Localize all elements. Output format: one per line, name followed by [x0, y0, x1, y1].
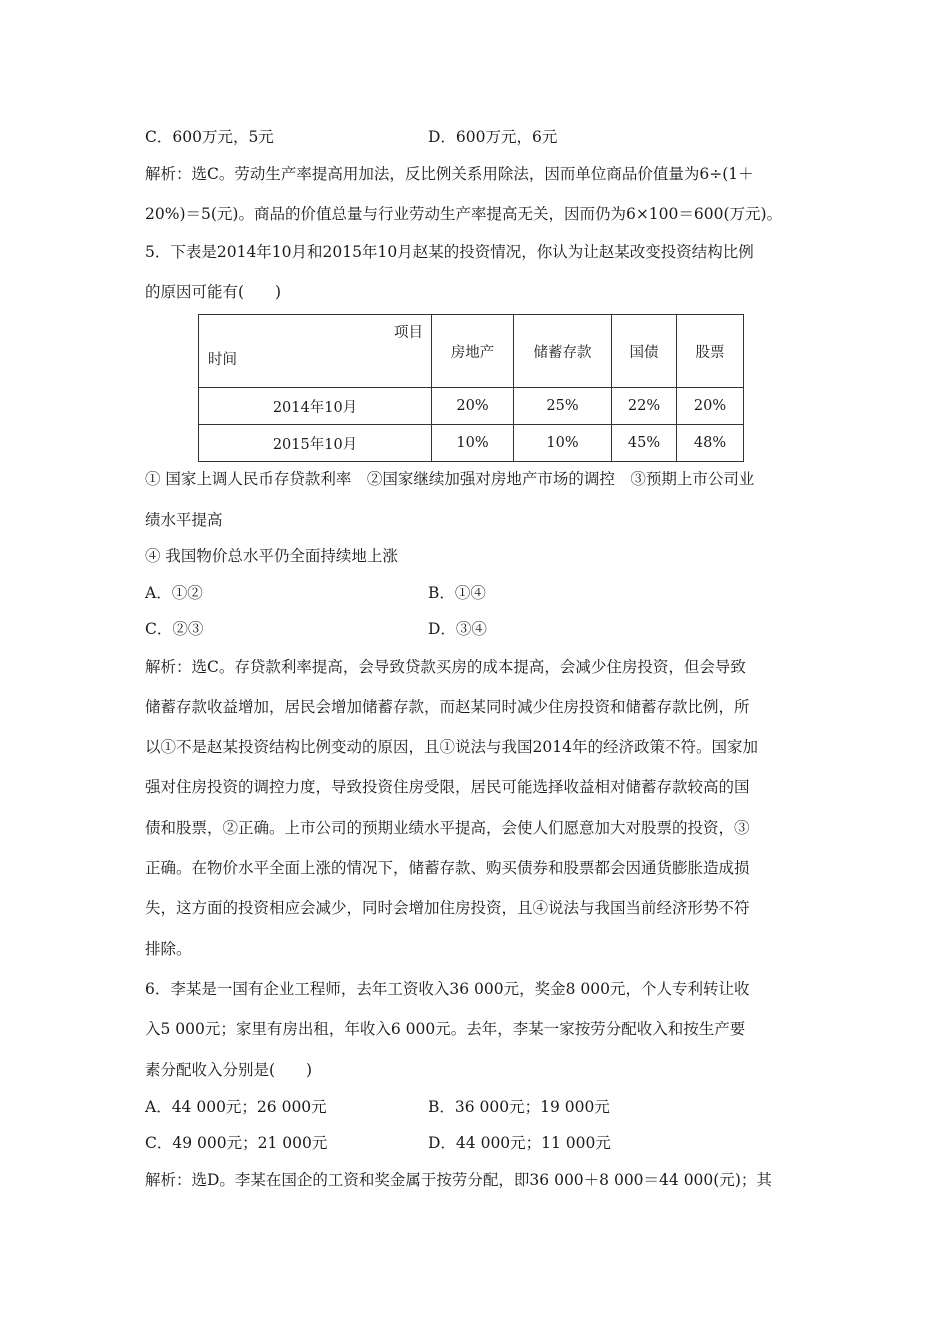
q5-analysis-line: 失，这方面的投资相应会减少，同时会增加住房投资，且④说法与我国当前经济形势不符 — [145, 899, 750, 917]
corner-label-time: 时间 — [208, 352, 237, 368]
cell-stocks: 48% — [677, 425, 744, 462]
cell-real-estate: 10% — [432, 425, 514, 462]
table-row — [199, 388, 744, 425]
q6-option-d: D．44 000元；11 000元 — [428, 1134, 611, 1152]
investment-table — [198, 314, 744, 462]
q4-option-c: C．600万元，5元 — [145, 128, 274, 146]
q5-stem-line-2: 的原因可能有( ) — [145, 283, 282, 301]
q5-item-4: ④ 我国物价总水平仍全面持续地上涨 — [145, 547, 398, 565]
q6-stem-line: 素分配收入分别是( ) — [145, 1061, 313, 1079]
header-stocks: 股票 — [677, 315, 744, 388]
q4-analysis-line-2: 20%)＝5(元)。商品的价值总量与行业劳动生产率提高无关，因而仍为6×100＝600(万元)。 — [145, 205, 783, 223]
q5-option-c: C．②③ — [145, 620, 204, 638]
table-row — [199, 425, 744, 462]
q6-analysis-line: 解析：选D。李某在国企的工资和奖金属于按劳分配，即36 000＋8 000＝44 000(元)；其 — [145, 1171, 772, 1189]
cell-stocks: 20% — [677, 388, 744, 425]
cell-savings: 10% — [514, 425, 612, 462]
cell-real-estate: 20% — [432, 388, 514, 425]
q5-option-d: D．③④ — [428, 620, 487, 638]
q5-item-3-cont: 绩水平提高 — [145, 511, 223, 529]
q5-item-1-3: ① 国家上调人民币存贷款利率 ②国家继续加强对房地产市场的调控 ③预期上市公司业 — [145, 470, 755, 488]
header-real-estate: 房地产 — [432, 315, 514, 388]
q5-analysis-line: 以①不是赵某投资结构比例变动的原因，且①说法与我国2014年的经济政策不符。国家加 — [145, 738, 758, 756]
q5-option-a: A．①② — [145, 584, 203, 602]
q6-stem-line: 6．李某是一国有企业工程师，去年工资收入36 000元，奖金8 000元，个人专利转让收 — [145, 980, 750, 998]
q5-analysis-line: 解析：选C。存贷款利率提高，会导致贷款买房的成本提高，会减少住房投资，但会导致 — [145, 658, 746, 676]
cell-bonds: 22% — [612, 388, 677, 425]
row-label: 2014年10月 — [199, 388, 432, 425]
table-corner-cell — [199, 315, 432, 388]
q6-option-a: A．44 000元；26 000元 — [145, 1098, 327, 1116]
q5-option-b: B．①④ — [428, 584, 486, 602]
q6-option-b: B．36 000元；19 000元 — [428, 1098, 610, 1116]
corner-label-item: 项目 — [394, 325, 423, 341]
cell-bonds: 45% — [612, 425, 677, 462]
q6-option-c: C．49 000元；21 000元 — [145, 1134, 328, 1152]
row-label: 2015年10月 — [199, 425, 432, 462]
q5-analysis-line: 正确。在物价水平全面上涨的情况下，储蓄存款、购买债券和股票都会因通货膨胀造成损 — [145, 859, 750, 877]
q5-analysis-line: 储蓄存款收益增加，居民会增加储蓄存款，而赵某同时减少住房投资和储蓄存款比例，所 — [145, 698, 750, 716]
header-savings: 储蓄存款 — [514, 315, 612, 388]
cell-savings: 25% — [514, 388, 612, 425]
q5-analysis-line: 排除。 — [145, 940, 192, 958]
q4-analysis-line-1: 解析：选C。劳动生产率提高用加法，反比例关系用除法，因而单位商品价值量为6÷(1＋ — [145, 165, 754, 183]
q5-stem-line-1: 5．下表是2014年10月和2015年10月赵某的投资情况，你认为让赵某改变投资结构比例 — [145, 243, 754, 261]
q5-analysis-line: 债和股票，②正确。上市公司的预期业绩水平提高，会使人们愿意加大对股票的投资，③ — [145, 819, 750, 837]
q4-option-d: D．600万元，6元 — [428, 128, 558, 146]
table-header-row — [199, 315, 744, 388]
q6-stem-line: 入5 000元；家里有房出租，年收入6 000元。去年，李某一家按劳分配收入和按生产要 — [145, 1020, 746, 1038]
header-bonds: 国债 — [612, 315, 677, 388]
q5-analysis-line: 强对住房投资的调控力度，导致投资住房受限，居民可能选择收益相对储蓄存款较高的国 — [145, 778, 750, 796]
